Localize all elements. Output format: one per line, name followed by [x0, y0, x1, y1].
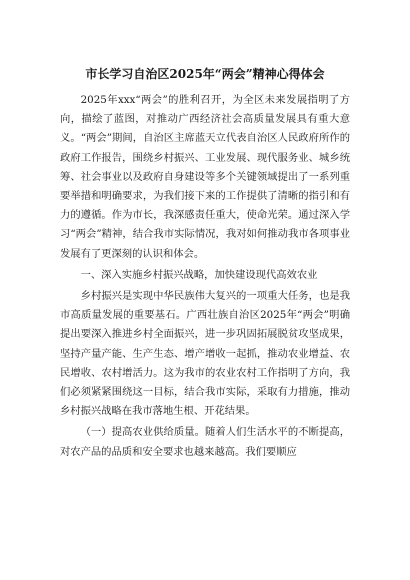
section-heading: 一、深入实施乡村振兴战略，加快建设现代高效农业	[80, 268, 318, 281]
section-paragraph: 乡村振兴是实现中华民族伟大复兴的一项重大任务，也是我市高质量发展的重要基石。广西壮族自治区2025年“两会”明确提出要深入推进乡村全面振兴，进一步巩固拓展脱贫攻坚成果，坚持产量产能、生产生态、增产增收一起抓，推动农业增益、农民增收、农村增活力。这为我市的农业农村工作指明了方向，我们必须紧紧围绕这一目标，结合我市实际，采取有力措施，推动乡村振兴战略在我市落地生根、开花结果。	[60, 290, 350, 418]
document-title: 市长学习自治区2025年“两会”精神心得体会	[85, 67, 325, 81]
subsection-paragraph: （一）提高农业供给质量。随着人们生活水平的不断提高，对农产品的品质和安全要求也越来越高。我们要顺应	[60, 426, 350, 458]
intro-paragraph: 2025年xxx“两会”的胜利召开，为全区未来发展指明了方向，描绘了蓝图，对推动广西经济社会高质量发展具有重大意义。“两会”期间，自治区主席蓝天立代表自治区人民政府所作的政府工作报告，围绕乡村振兴、工业发展、现代服务业、城乡统筹、社会事业以及政府自身建设等多个关键领域提出了一系列重要举措和明确要求，为我们接下来的工作提供了清晰的指引和有力的遵循。作为市长，我深感责任重大，使命光荣。通过深入学习“两会”精神，结合我市实际情况，我对如何推动我市各项事业发展有了更深刻的认识和体会。	[60, 94, 350, 260]
